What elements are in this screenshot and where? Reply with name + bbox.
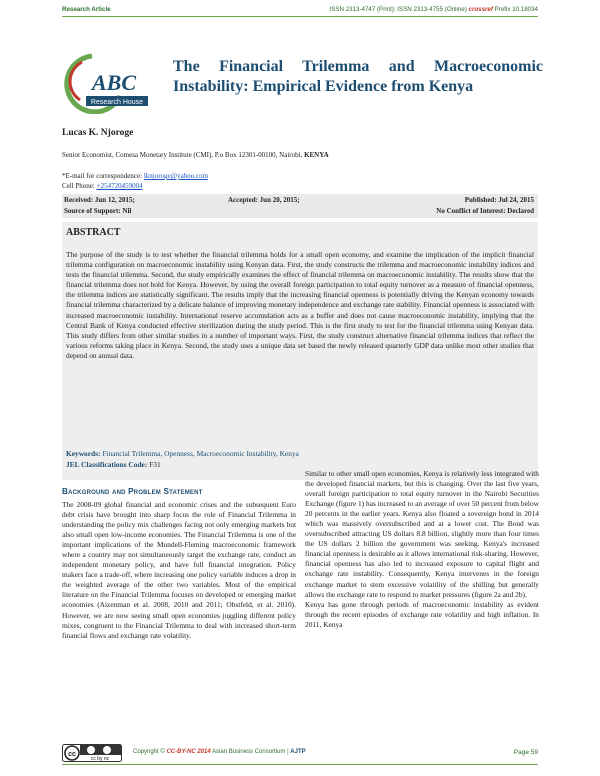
- contact-info: [62, 171, 208, 191]
- cc-badge-text: cc by nc: [90, 756, 110, 762]
- abc-research-house-logo: [62, 50, 162, 114]
- conflict-of-interest: No Conflict of Interest: Declared: [436, 207, 534, 215]
- issn: ISSN 2313-4747 (Print); ISSN 2313-4755 (Online): [329, 6, 467, 13]
- footer-divider: [62, 764, 538, 765]
- header-divider: [62, 16, 538, 17]
- crossref-logo: crossref: [468, 6, 493, 13]
- body-column-left: [62, 500, 296, 641]
- affiliation-country: KENYA: [304, 151, 329, 159]
- keywords: [66, 449, 299, 458]
- svg-text:cc: cc: [68, 751, 76, 758]
- abstract-heading: ABSTRACT: [66, 227, 121, 238]
- journal-abbrev: AJTP: [290, 749, 306, 755]
- paper-title: The Financial Trilemma and Macroeconomic Instability: Empirical Evidence from Kenya: [173, 58, 543, 95]
- keywords-label: Keywords:: [66, 449, 101, 458]
- issn-line: [330, 6, 538, 13]
- copyright-label: Copyright ©: [133, 749, 165, 755]
- received-date: Received: Jun 12, 2015;: [64, 196, 135, 204]
- page-number: Page 59: [513, 749, 538, 756]
- abstract-text: The purpose of the study is to test whether the financial trilemma holds for a small open economy, and examine the implication of the implicit financial trilemma configuration on macroeconomic instability using Kenyan data. First, the study constructs the trilemma and macroeconomic instability indices and tests the financial trilemma. Second, the study empirically examines the effect of financial trilemma on macroeconomic instability. The results show that the financial trilemma does not hold for Kenya. However, by using the overall foreign participation to total equity turnover as a measure of financial openness, the trilemma indices are statistically significant. The results imply that the increasing financial openness is potentially driving the Kenyan economy towards financial trilemma characterized by a delicate balance of improving monetary independence and exchange rate stability. Financial openness is associated with increased macroeconomic instability. International reserve accumulation acts as a buffer and does not cause macroeconomic instability, implying that the Central Bank of Kenya conducted effective sterilization during the study period. This is the first study to test for the financial trilemma using Kenyan data. This study differs from other similar studies in a number of important ways. First, the study construct alternative financial trilemma indices that reflect the various reforms taking place in Kenya. Second, the study uses a unique data set based the newly released quarterly GDP data unlike most other studies that depend on annual data.: [66, 250, 534, 360]
- body-column-right: [305, 469, 539, 630]
- article-dates: [62, 194, 538, 218]
- source-of-support: Source of Support: Nil: [64, 207, 132, 215]
- paragraph: Kenya has gone through periods of macroeconomic instability as evident through the recent episodes of exchange rate volatility and high inflation. In 2011, Kenya: [305, 599, 539, 629]
- footer-copyright: [133, 749, 306, 755]
- svg-text:Research House: Research House: [90, 99, 144, 106]
- prefix: Prefix 10.18034: [494, 6, 538, 13]
- paragraph: The 2008-09 global financial and economic crises and the subsequent Euro debt crisis have brought into sharp focus the role of Financial Trilemma in understanding the policy mix challenges facing not only emerging markets but also small open low-income economies. The Financial Trilemma is one of the important implications of the Mundell-Fleming macroeconomic framework where a country may not simultaneously target the exchange rate, conduct an independent monetary policy, and have full financial integration. Policy makers face a trade-off, where increasing one policy variable induces a drop in the weighted average of the other two variables. Most of the empirical literature on the Financial Trilemma focuses on developed or emerging market economies (Aizenman et al. 2008, 2010 and 2011; Obstfeld, et al. 2010). However, we are now seeing small open economies juggling different policy mixes, congruent to the Financial Trilemma to deal with increased short-term financial flows and exchange rate volatility.: [62, 500, 296, 640]
- section-heading: Background and Problem Statement: [62, 487, 203, 496]
- published-date: Published: Jul 24, 2015: [464, 196, 534, 204]
- accepted-date: Accepted: Jun 20, 2015;: [228, 196, 300, 204]
- phone-label: Cell Phone:: [62, 182, 95, 190]
- email-link[interactable]: lknjoroge@yahoo.com: [143, 172, 209, 180]
- creative-commons-badge[interactable]: [62, 744, 122, 762]
- paragraph: Similar to other small open economies, Kenya is relatively less integrated with the developed financial markets, but this is changing. Over the last five years, overall foreign participation to total equity turnover in the Nairobi Securities Exchange (figure 1) has increased to an average of over 50 percent from below 20 percents in the earlier years. Kenya also floated a sovereign bond in 2014 which was massively oversubscribed and at a lower cost. The Bond was oversubscribed attracting US dollars 8.8 billion, slightly more than four times the US dollars 2 billion the government was seeking. Kenya's increased financial openness is desirable as it allows international risk-sharing. However, financial openness has also led to increased exposure to capital flight and exchange rate instability. Consequently, Kenya intervenes in the foreign exchange market to stem excessive volatility of the shilling but generally allows the exchange rate to respond to market pressures (figure 2a and 2b).: [305, 469, 539, 599]
- publisher-name: Asian Business Consortium |: [212, 749, 289, 755]
- jel-label: JEL Classifications Code:: [66, 460, 148, 469]
- affiliation: [62, 151, 329, 159]
- license-link[interactable]: CC-BY-NC 2014: [166, 749, 211, 755]
- email-label: *E-mail for correspondence:: [62, 172, 143, 180]
- jel-codes: [66, 460, 161, 469]
- svg-text:ABC: ABC: [92, 70, 137, 95]
- keywords-list: Financial Trilemma, Openness, Macroeconomic Instability, Kenya: [102, 449, 299, 458]
- phone-link[interactable]: +254720459004: [96, 182, 143, 190]
- jel-value: F31: [149, 460, 161, 469]
- affiliation-text: Senior Economist, Comesa Monetary Institute (CMI), P.o Box 12301-00100, Nairobi,: [62, 151, 303, 159]
- author-name: Lucas K. Njoroge: [62, 128, 134, 138]
- article-type: Research Article: [62, 6, 111, 13]
